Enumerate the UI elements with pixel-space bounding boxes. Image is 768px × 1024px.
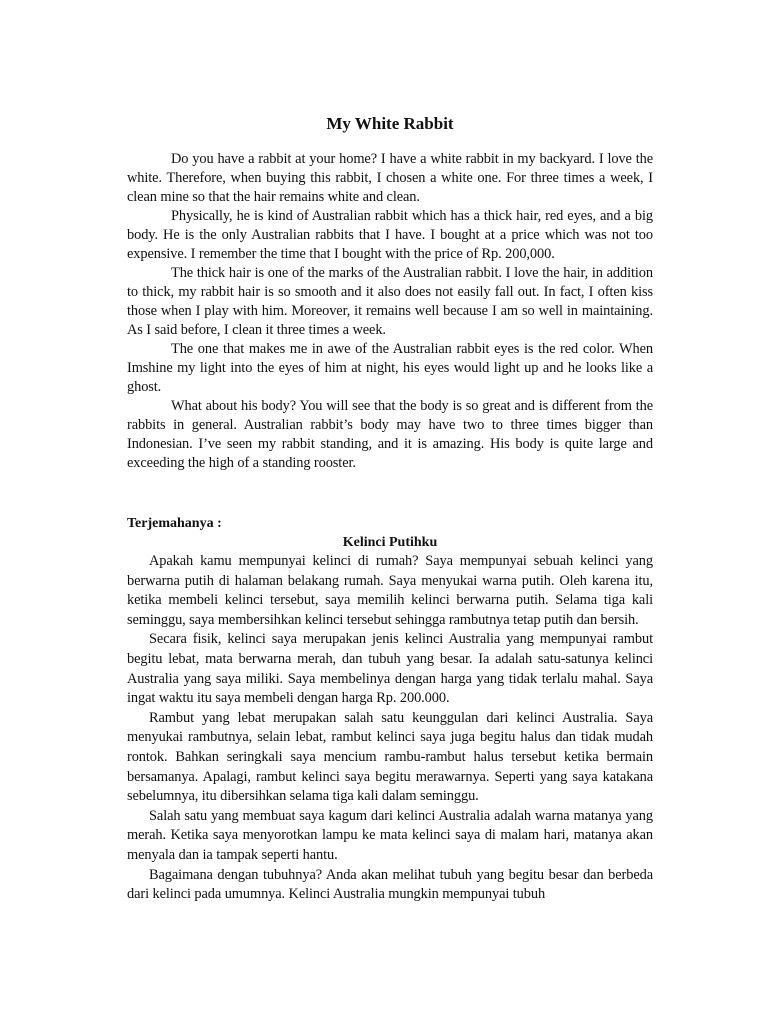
paragraph-en-5: What about his body? You will see that the body is so great and is different from the rabbits in general. Australian rabbit’s body may have two to three times bigger than Indonesian. I’ve seen my rabbit standing, and it is amazing. His body is quite large and exceeding the high of a standing rooster. — [127, 398, 653, 471]
paragraph-en-1: Do you have a rabbit at your home? I have a white rabbit in my backyard. I love the white. Therefore, when buying this rabbit, I chosen a white one. For three times a week, I clean mine so that the hair remains white and clean. — [127, 151, 653, 205]
document-title: My White Rabbit — [326, 114, 454, 133]
paragraph-id-1: Apakah kamu mempunyai kelinci di rumah? Saya mempunyai sebuah kelinci yang berwarna putih di halaman belakang rumah. Saya menyukai warna putih. Oleh karena itu, ketika membeli kelinci tersebut, saya memilih kelinci berwarna putih. Selama tiga kali seminggu, saya membersihkan kelinci tersebut sehingga rambutnya tetap putih dan bersih. — [127, 553, 653, 628]
paragraph-id-4: Salah satu yang membuat saya kagum dari kelinci Australia adalah warna matanya yang merah. Ketika saya menyorotkan lampu ke mata kelinci saya di malam hari, matanya akan menyala dan ia tampak seperti hantu. — [127, 807, 653, 863]
document-page — [127, 0, 653, 1024]
paragraph-id-5: Bagaimana dengan tubuhnya? Anda akan melihat tubuh yang begitu besar dan berbeda dari kelinci pada umumnya. Kelinci Australia mungkin mempunyai tubuh — [127, 866, 653, 903]
paragraph-id-3: Rambut yang lebat merupakan salah satu keunggulan dari kelinci Australia. Saya menyukai rambutnya, selain lebat, rambut kelinci saya juga begitu halus dan tidak mudah rontok. Bahkan seringkali saya mencium rambu-rambut halus tersebut ketika bermain bersamanya. Apalagi, rambut kelinci saya begitu merawarnya. Seperti yang saya katakana sebelumnya, itu dibersihkan selama tiga kali dalam seminggu. — [127, 709, 653, 805]
translation-heading: Terjemahanya : — [127, 516, 222, 531]
translation-title: Kelinci Putihku — [342, 535, 438, 550]
indonesian-translation — [127, 514, 653, 905]
paragraph-id-2: Secara fisik, kelinci saya merupakan jenis kelinci Australia yang mempunyai rambut begitu lebat, mata berwarna merah, dan tubuh yang besar. Ia adalah satu-satunya kelinci Australia yang saya miliki. Saya membelinya dengan harga yang tidak terlalu mahal. Saya ingat waktu itu saya membeli dengan harga Rp. 200.000. — [127, 631, 653, 707]
english-text — [127, 150, 653, 473]
paragraph-en-4: The one that makes me in awe of the Australian rabbit eyes is the red color. When Imshine my light into the eyes of him at night, his eyes would light up and he looks like a ghost. — [127, 341, 653, 395]
paragraph-en-2: Physically, he is kind of Australian rabbit which has a thick hair, red eyes, and a big body. He is the only Australian rabbits that I have. I bought at a price which was not too expensive. I remember the time that I bought with the price of Rp. 200,000. — [127, 208, 653, 262]
paragraph-en-3: The thick hair is one of the marks of the Australian rabbit. I love the hair, in addition to thick, my rabbit hair is so smooth and it also does not easily fall out. In fact, I often kiss those when I play with him. Moreover, it remains well because I am so well in maintaining. As I said before, I clean it three times a week. — [127, 265, 653, 338]
